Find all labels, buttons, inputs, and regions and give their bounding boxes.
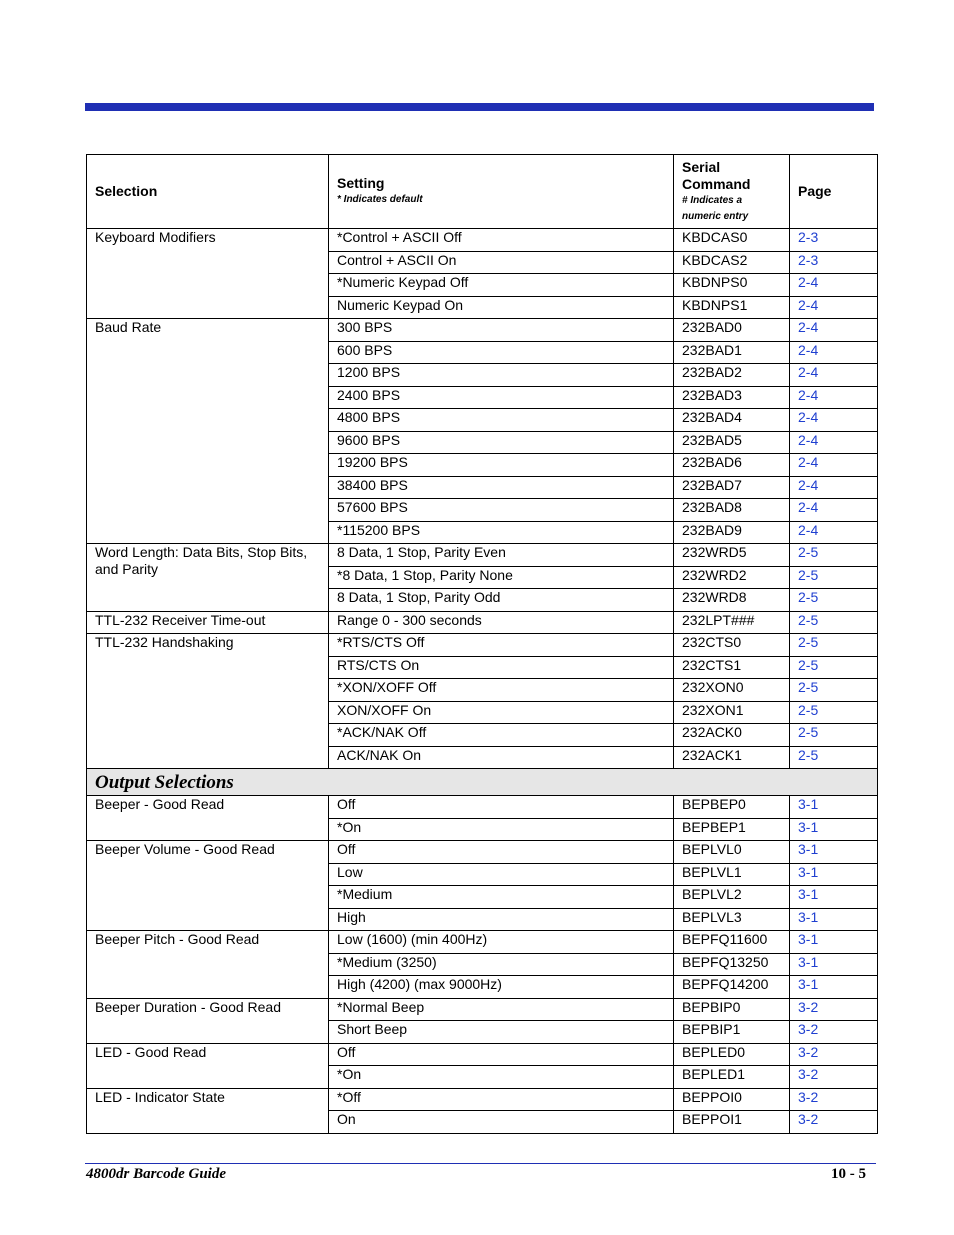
setting-cell: 19200 BPS [329, 454, 674, 477]
footer-rule [85, 1163, 876, 1164]
serial-command-cell: 232BAD8 [674, 499, 790, 522]
serial-command-cell: KBDNPS0 [674, 274, 790, 297]
page-link[interactable]: 2-4 [790, 319, 878, 342]
setting-cell: 57600 BPS [329, 499, 674, 522]
header-setting [329, 155, 674, 229]
page-link[interactable]: 3-1 [790, 863, 878, 886]
page-link[interactable]: 2-4 [790, 454, 878, 477]
table-row [87, 229, 878, 252]
page-link[interactable]: 2-3 [790, 229, 878, 252]
page-link[interactable]: 2-4 [790, 274, 878, 297]
setting-cell: Short Beep [329, 1021, 674, 1044]
serial-command-cell: BEPLVL2 [674, 886, 790, 909]
serial-command-cell: 232ACK0 [674, 724, 790, 747]
setting-cell: 300 BPS [329, 319, 674, 342]
serial-command-cell: 232BAD9 [674, 521, 790, 544]
page-link[interactable]: 2-4 [790, 341, 878, 364]
setting-cell: 38400 BPS [329, 476, 674, 499]
setting-cell: *Off [329, 1088, 674, 1111]
serial-command-cell: 232LPT### [674, 611, 790, 634]
page-link[interactable]: 3-2 [790, 1088, 878, 1111]
serial-command-cell: BEPFQ13250 [674, 953, 790, 976]
serial-command-cell: 232BAD2 [674, 364, 790, 387]
header-serial-line1: Serial [682, 158, 721, 175]
selection-cell: Baud Rate [87, 319, 329, 544]
serial-command-cell: 232ACK1 [674, 746, 790, 769]
selection-cell: LED - Good Read [87, 1043, 329, 1088]
serial-command-cell: BEPPOI1 [674, 1111, 790, 1134]
setting-cell: *RTS/CTS Off [329, 634, 674, 657]
page-link[interactable]: 2-4 [790, 431, 878, 454]
setting-cell: *On [329, 818, 674, 841]
selection-cell: Beeper Volume - Good Read [87, 841, 329, 931]
setting-cell: 2400 BPS [329, 386, 674, 409]
serial-command-cell: 232BAD0 [674, 319, 790, 342]
selection-cell: TTL-232 Handshaking [87, 634, 329, 769]
page-link[interactable]: 3-1 [790, 953, 878, 976]
page-link[interactable]: 2-5 [790, 679, 878, 702]
serial-command-cell: BEPLVL0 [674, 841, 790, 864]
serial-command-cell: 232WRD5 [674, 544, 790, 567]
table-row [87, 1043, 878, 1066]
serial-command-cell: BEPLVL3 [674, 908, 790, 931]
table-header-row [87, 155, 878, 229]
page-link[interactable]: 2-5 [790, 544, 878, 567]
page-link[interactable]: 3-1 [790, 886, 878, 909]
serial-command-cell: 232BAD6 [674, 454, 790, 477]
page-link[interactable]: 3-2 [790, 1066, 878, 1089]
serial-command-cell: KBDCAS2 [674, 251, 790, 274]
footer-page-number: 10 - 5 [831, 1166, 866, 1182]
page-link[interactable]: 3-1 [790, 818, 878, 841]
table-row [87, 611, 878, 634]
page-link[interactable]: 2-5 [790, 656, 878, 679]
table-row [87, 1088, 878, 1111]
setting-cell: *Control + ASCII Off [329, 229, 674, 252]
page-link[interactable]: 3-2 [790, 1111, 878, 1134]
setting-cell: Off [329, 796, 674, 819]
page-link[interactable]: 2-4 [790, 296, 878, 319]
setting-cell: *115200 BPS [329, 521, 674, 544]
setting-cell: High (4200) (max 9000Hz) [329, 976, 674, 999]
footer-doc-title: 4800dr Barcode Guide [86, 1166, 226, 1182]
table-row [87, 841, 878, 864]
setting-cell: Numeric Keypad On [329, 296, 674, 319]
serial-command-cell: BEPFQ11600 [674, 931, 790, 954]
page-link[interactable]: 3-1 [790, 796, 878, 819]
page-link[interactable]: 3-1 [790, 931, 878, 954]
page-link[interactable]: 3-2 [790, 1043, 878, 1066]
settings-table [86, 154, 878, 1134]
header-setting-note: * Indicates default [337, 194, 423, 205]
page-link[interactable]: 2-4 [790, 521, 878, 544]
selection-cell: Beeper Duration - Good Read [87, 998, 329, 1043]
section-row [87, 769, 878, 796]
serial-command-cell: KBDCAS0 [674, 229, 790, 252]
page-link[interactable]: 2-4 [790, 386, 878, 409]
serial-command-cell: 232BAD7 [674, 476, 790, 499]
setting-cell: *Normal Beep [329, 998, 674, 1021]
setting-cell: 1200 BPS [329, 364, 674, 387]
serial-command-cell: BEPLVL1 [674, 863, 790, 886]
setting-cell: 4800 BPS [329, 409, 674, 432]
setting-cell: XON/XOFF On [329, 701, 674, 724]
table-row [87, 998, 878, 1021]
setting-cell: Control + ASCII On [329, 251, 674, 274]
page-link[interactable]: 2-5 [790, 566, 878, 589]
table-row [87, 796, 878, 819]
setting-cell: On [329, 1111, 674, 1134]
header-serial-note-line1: # Indicates a [682, 194, 743, 206]
header-serial-line2: Command [682, 175, 751, 192]
selection-cell: Beeper Pitch - Good Read [87, 931, 329, 999]
page-link[interactable]: 2-3 [790, 251, 878, 274]
settings-table-container [86, 154, 877, 1134]
serial-command-cell: 232BAD4 [674, 409, 790, 432]
serial-command-cell: 232BAD5 [674, 431, 790, 454]
serial-command-cell: BEPBIP1 [674, 1021, 790, 1044]
page-link[interactable]: 3-1 [790, 908, 878, 931]
setting-cell: *Numeric Keypad Off [329, 274, 674, 297]
setting-cell: High [329, 908, 674, 931]
table-row [87, 931, 878, 954]
page-link[interactable]: 3-2 [790, 998, 878, 1021]
header-setting-label: Setting [337, 175, 385, 191]
serial-command-cell: 232CTS0 [674, 634, 790, 657]
setting-cell: 8 Data, 1 Stop, Parity Odd [329, 589, 674, 612]
serial-command-cell: BEPPOI0 [674, 1088, 790, 1111]
table-row [87, 634, 878, 657]
table-row [87, 544, 878, 567]
table-row [87, 319, 878, 342]
selection-cell: TTL-232 Receiver Time-out [87, 611, 329, 634]
serial-command-cell: BEPLED0 [674, 1043, 790, 1066]
selection-cell: Word Length: Data Bits, Stop Bits, and Parity [87, 544, 329, 612]
selection-cell: Beeper - Good Read [87, 796, 329, 841]
setting-cell: *ACK/NAK Off [329, 724, 674, 747]
setting-cell: Range 0 - 300 seconds [329, 611, 674, 634]
serial-command-cell: BEPFQ14200 [674, 976, 790, 999]
setting-cell: Off [329, 841, 674, 864]
table-body-top [87, 229, 878, 769]
serial-command-cell: 232XON1 [674, 701, 790, 724]
page-link[interactable]: 3-1 [790, 976, 878, 999]
selection-cell: LED - Indicator State [87, 1088, 329, 1133]
setting-cell: *Medium [329, 886, 674, 909]
serial-command-cell: BEPLED1 [674, 1066, 790, 1089]
serial-command-cell: 232XON0 [674, 679, 790, 702]
serial-command-cell: 232WRD2 [674, 566, 790, 589]
serial-command-cell: KBDNPS1 [674, 296, 790, 319]
page-link[interactable]: 2-5 [790, 589, 878, 612]
setting-cell: *XON/XOFF Off [329, 679, 674, 702]
serial-command-cell: 232BAD1 [674, 341, 790, 364]
serial-command-cell: 232BAD3 [674, 386, 790, 409]
section-title: Output Selections [87, 769, 878, 796]
page-link[interactable]: 2-5 [790, 746, 878, 769]
setting-cell: *8 Data, 1 Stop, Parity None [329, 566, 674, 589]
setting-cell: Low [329, 863, 674, 886]
header-serial-note-line2: numeric entry [682, 210, 749, 222]
serial-command-cell: BEPBEP1 [674, 818, 790, 841]
page-link[interactable]: 3-1 [790, 841, 878, 864]
setting-cell: Low (1600) (min 400Hz) [329, 931, 674, 954]
setting-cell: 9600 BPS [329, 431, 674, 454]
page-link[interactable]: 2-5 [790, 724, 878, 747]
page-link[interactable]: 2-5 [790, 611, 878, 634]
page-link[interactable]: 2-4 [790, 476, 878, 499]
page-link[interactable]: 2-4 [790, 409, 878, 432]
setting-cell: *On [329, 1066, 674, 1089]
header-page: Page [790, 155, 878, 229]
setting-cell: 8 Data, 1 Stop, Parity Even [329, 544, 674, 567]
serial-command-cell: BEPBIP0 [674, 998, 790, 1021]
setting-cell: Off [329, 1043, 674, 1066]
serial-command-cell: BEPBEP0 [674, 796, 790, 819]
page-link[interactable]: 2-5 [790, 701, 878, 724]
serial-command-cell: 232WRD8 [674, 589, 790, 612]
setting-cell: ACK/NAK On [329, 746, 674, 769]
page-link[interactable]: 3-2 [790, 1021, 878, 1044]
setting-cell: 600 BPS [329, 341, 674, 364]
page-link[interactable]: 2-5 [790, 634, 878, 657]
table-body-bottom [87, 796, 878, 1134]
header-serial-command [674, 155, 790, 229]
serial-command-cell: 232CTS1 [674, 656, 790, 679]
setting-cell: *Medium (3250) [329, 953, 674, 976]
page-link[interactable]: 2-4 [790, 499, 878, 522]
header-accent-bar [85, 103, 874, 111]
page-link[interactable]: 2-4 [790, 364, 878, 387]
selection-cell: Keyboard Modifiers [87, 229, 329, 319]
setting-cell: RTS/CTS On [329, 656, 674, 679]
section-row-group [87, 769, 878, 796]
header-selection: Selection [87, 155, 329, 229]
